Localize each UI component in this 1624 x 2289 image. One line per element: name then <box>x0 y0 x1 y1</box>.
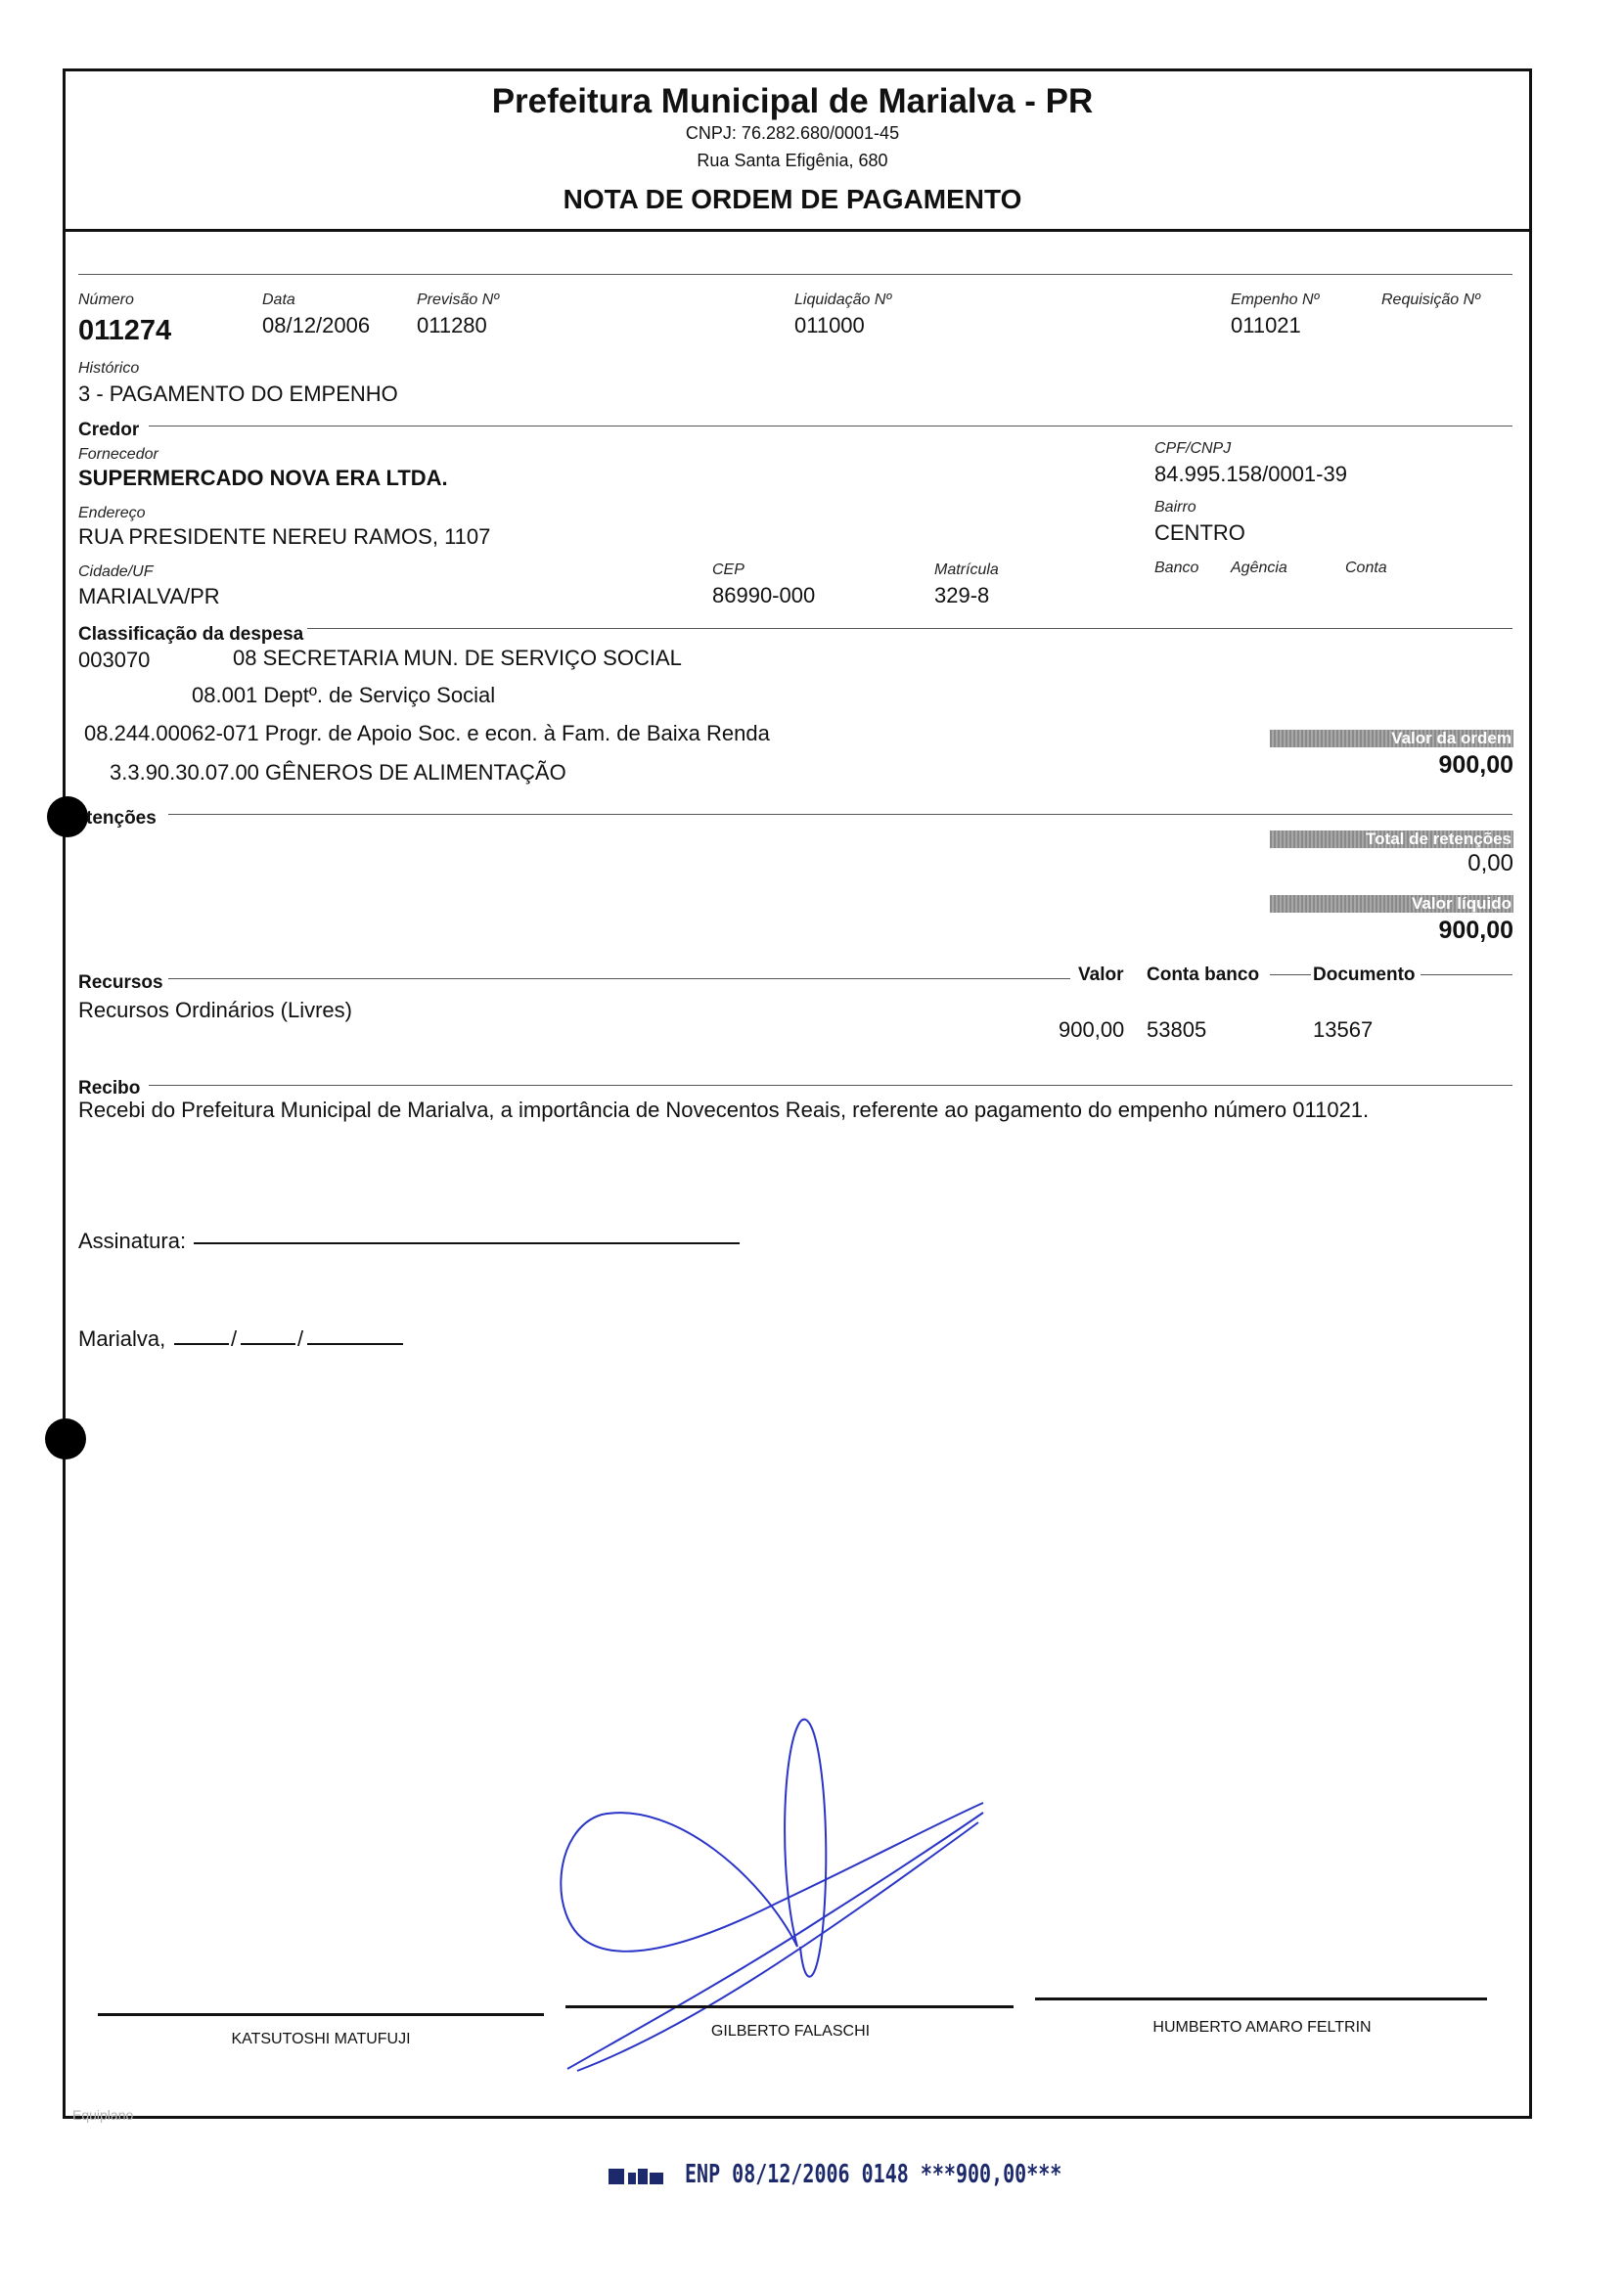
signatory-3: HUMBERTO AMARO FELTRIN <box>1152 2019 1372 2036</box>
recibo-section-title: Recibo <box>78 1078 141 1099</box>
numero-label: Número <box>78 292 134 308</box>
cnpj-text: CNPJ: 76.282.680/0001-45 <box>685 123 900 143</box>
top-divider <box>78 274 1512 275</box>
recursos-descricao: Recursos Ordinários (Livres) <box>78 998 352 1022</box>
page-title: Prefeitura Municipal de Marialva - PR <box>491 82 1094 120</box>
date-slash-2: / <box>297 1326 304 1351</box>
valor-liquido-value: 900,00 <box>1438 917 1513 944</box>
numero-value: 011274 <box>78 315 172 346</box>
classificacao-divider <box>307 628 1512 629</box>
empenho-value: 011021 <box>1231 313 1301 337</box>
fornecedor-value: SUPERMERCADO NOVA ERA LTDA. <box>78 466 448 490</box>
header-divider <box>63 229 1532 232</box>
recibo-text: Recebi do Prefeitura Municipal de Marialva, a importância de Novecentos Reais, referente ao pagamento do empenho número 011021. <box>78 1098 1370 1122</box>
binder-hole-2 <box>45 1418 86 1459</box>
matricula-value: 329-8 <box>934 583 990 607</box>
signatory-1: KATSUTOSHI MATUFUJI <box>231 2031 411 2047</box>
recursos-section-title: Recursos <box>78 972 163 993</box>
recursos-divider-2 <box>1270 974 1311 975</box>
requisicao-label: Requisição Nº <box>1381 292 1480 308</box>
despesa-elemento: 3.3.90.30.07.00 GÊNEROS DE ALIMENTAÇÃO <box>110 760 566 785</box>
recursos-divider <box>168 978 1070 979</box>
assinatura-line <box>194 1242 740 1244</box>
address-text: Rua Santa Efigênia, 680 <box>697 151 888 170</box>
cpf-label: CPF/CNPJ <box>1154 440 1232 457</box>
retencoes-section-title: tenções <box>86 808 157 829</box>
banco-label: Banco <box>1154 560 1199 576</box>
historico-value: 3 - PAGAMENTO DO EMPENHO <box>78 382 398 406</box>
cep-value: 86990-000 <box>712 583 816 607</box>
binder-hole <box>47 796 88 837</box>
retencoes-divider <box>168 814 1512 815</box>
credor-section-title: Credor <box>78 420 140 440</box>
recursos-valor-header: Valor <box>1078 965 1124 985</box>
total-retencoes-value: 0,00 <box>1467 850 1513 876</box>
classificacao-section-title: Classificação da despesa <box>78 624 304 645</box>
fornecedor-label: Fornecedor <box>78 446 158 463</box>
software-footer: Equiplano <box>72 2107 134 2123</box>
despesa-unidade: 08.001 Deptº. de Serviço Social <box>192 683 496 707</box>
liquidacao-label: Liquidação Nº <box>794 292 892 308</box>
cidade-label: Cidade/UF <box>78 563 154 580</box>
data-value: 08/12/2006 <box>262 313 371 337</box>
recursos-conta: 53805 <box>1147 1017 1207 1042</box>
bairro-label: Bairro <box>1154 499 1196 516</box>
cpf-value: 84.995.158/0001-39 <box>1154 462 1347 486</box>
agencia-label: Agência <box>1231 560 1287 576</box>
recursos-divider-3 <box>1421 974 1512 975</box>
recibo-divider <box>149 1085 1512 1086</box>
recursos-documento-header: Documento <box>1313 965 1416 985</box>
bank-authentication-print: ENP 08/12/2006 0148 ***900,00*** <box>685 2158 1062 2189</box>
date-month-line <box>241 1343 295 1345</box>
valor-ordem-value: 900,00 <box>1438 751 1513 779</box>
date-day-line <box>174 1343 229 1345</box>
matricula-label: Matrícula <box>934 561 999 578</box>
cidade-value: MARIALVA/PR <box>78 584 220 608</box>
signature-line-3 <box>1035 1997 1487 2000</box>
valor-ordem-bar: Valor da ordem <box>1270 730 1513 747</box>
assinatura-label: Assinatura: <box>78 1229 187 1253</box>
recursos-valor: 900,00 <box>1059 1017 1125 1042</box>
total-retencoes-bar: Total de retenções <box>1270 830 1513 848</box>
signature-line-2 <box>565 2005 1014 2008</box>
endereco-value: RUA PRESIDENTE NEREU RAMOS, 1107 <box>78 524 491 549</box>
previsao-value: 011280 <box>417 313 487 337</box>
recursos-documento: 13567 <box>1313 1017 1374 1042</box>
local-label: Marialva, <box>78 1326 166 1351</box>
valor-liquido-bar: Valor líquido <box>1270 895 1513 913</box>
endereco-label: Endereço <box>78 505 146 521</box>
despesa-orgao: 08 SECRETARIA MUN. DE SERVIÇO SOCIAL <box>233 646 682 670</box>
empenho-label: Empenho Nº <box>1231 292 1320 308</box>
signatory-2: GILBERTO FALASCHI <box>710 2023 871 2040</box>
signature-line-1 <box>98 2013 544 2016</box>
historico-label: Histórico <box>78 360 140 377</box>
despesa-programa: 08.244.00062-071 Progr. de Apoio Soc. e econ. à Fam. de Baixa Renda <box>84 721 770 745</box>
cep-label: CEP <box>712 561 744 578</box>
document-title: NOTA DE ORDEM DE PAGAMENTO <box>563 184 1022 214</box>
date-year-line <box>307 1343 403 1345</box>
bairro-value: CENTRO <box>1154 520 1245 545</box>
bank-stamp-logo-icon <box>609 2167 665 2186</box>
previsao-label: Previsão Nº <box>417 292 500 308</box>
date-slash-1: / <box>231 1326 238 1351</box>
recursos-conta-header: Conta banco <box>1147 965 1260 985</box>
conta-label: Conta <box>1345 560 1387 576</box>
despesa-code: 003070 <box>78 648 151 672</box>
data-label: Data <box>262 292 295 308</box>
liquidacao-value: 011000 <box>794 313 865 337</box>
